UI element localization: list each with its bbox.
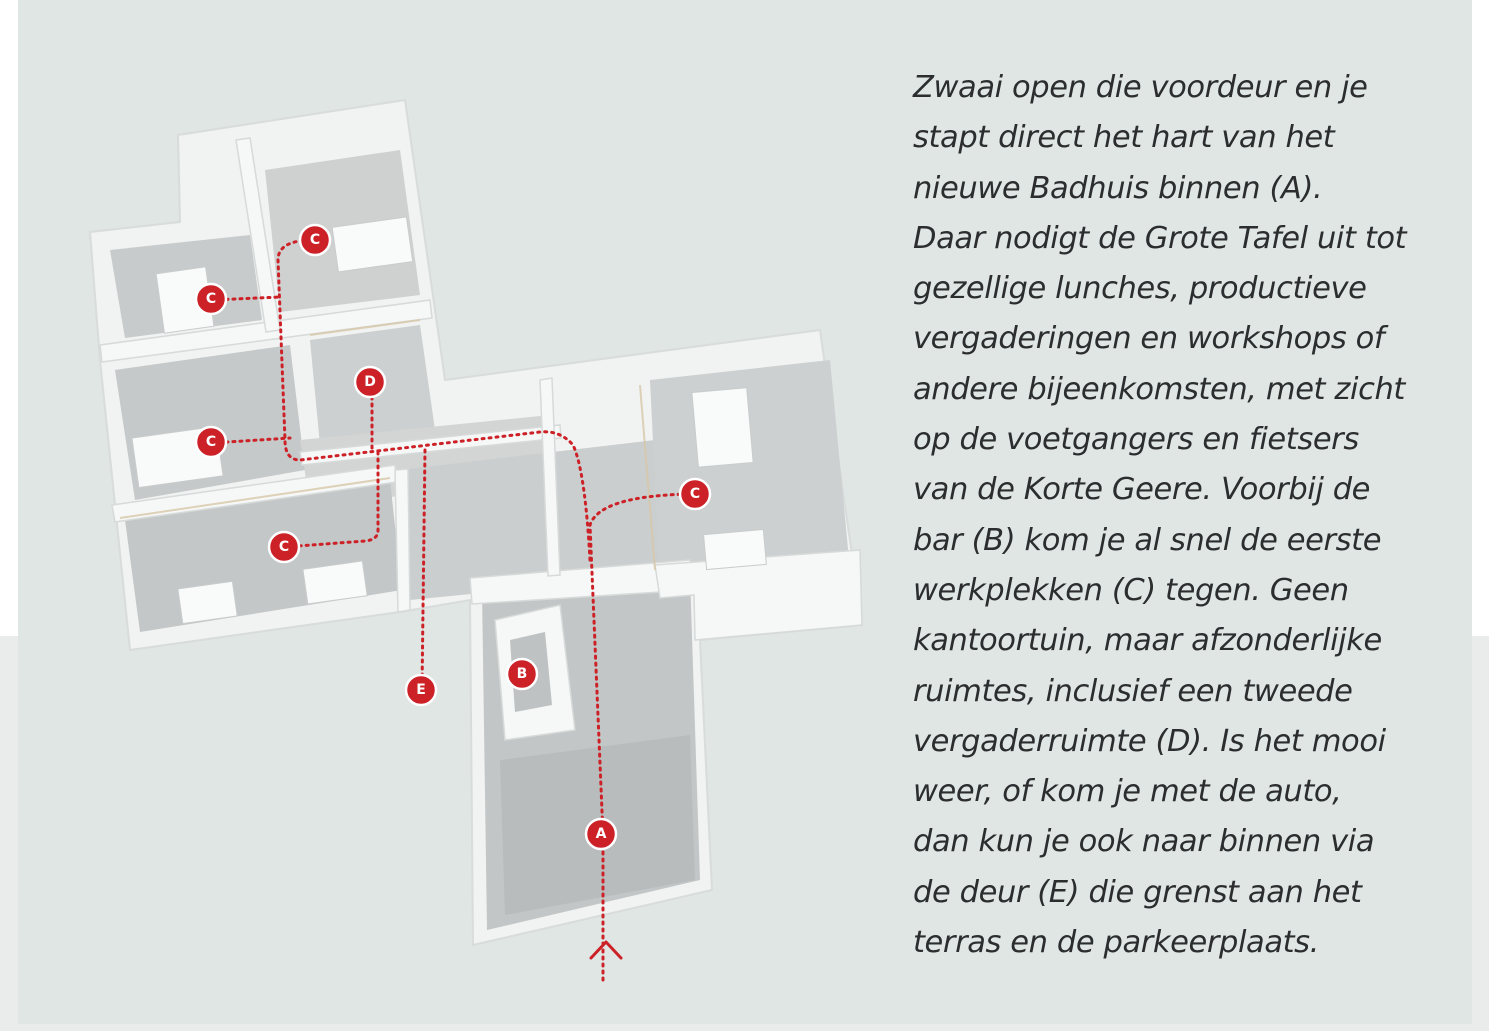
description-line: Daar nodigt de Grote Tafel uit tot <box>913 220 1407 256</box>
marker-c-bottom-label: C <box>278 539 290 555</box>
description-line: de deur (E) die grenst aan het <box>913 874 1362 910</box>
marker-c-right-label: C <box>689 486 701 502</box>
marker-c-left-top-label: C <box>205 291 217 307</box>
description-line: stapt direct het hart van het <box>913 120 1335 156</box>
marker-c-left-mid <box>196 427 226 457</box>
marker-d-label: D <box>364 374 376 390</box>
description-line: kantoortuin, maar afzonderlijke <box>913 623 1382 659</box>
description-line: nieuwe Badhuis binnen (A). <box>913 170 1323 206</box>
entrance-arrow <box>591 942 621 958</box>
marker-b <box>507 659 537 689</box>
marker-c-top <box>300 225 330 255</box>
marker-c-right <box>680 479 710 509</box>
desk-right-room <box>692 388 753 468</box>
marker-c-top-label: C <box>309 232 321 248</box>
description-line: Zwaai open die voordeur en je <box>913 70 1368 105</box>
desk-top-room <box>332 217 413 272</box>
desk-bottom-1 <box>178 581 237 623</box>
marker-c-bottom <box>269 532 299 562</box>
description-line: weer, of kom je met de auto, <box>913 774 1342 810</box>
description-line: andere bijeenkomsten, met zicht <box>913 371 1405 407</box>
marker-b-label: B <box>516 666 528 682</box>
description-line: vergaderruimte (D). Is het mooi <box>913 723 1386 759</box>
description-line: op de voetgangers en fietsers <box>913 422 1359 458</box>
marker-a <box>586 819 616 849</box>
desk-right-bottom <box>704 529 767 569</box>
wall-8 <box>395 469 410 612</box>
marker-a-label: A <box>595 826 607 842</box>
description-text <box>913 63 1453 968</box>
marker-c-left-mid-label: C <box>205 434 217 450</box>
marker-d <box>355 367 385 397</box>
marker-c-left-top <box>196 284 226 314</box>
description-line: ruimtes, inclusief een tweede <box>913 673 1353 709</box>
description-line: gezellige lunches, productieve <box>913 271 1367 307</box>
description-line: terras en de parkeerplaats. <box>913 925 1319 961</box>
marker-e <box>406 675 436 705</box>
description-line: dan kun je ook naar binnen via <box>913 824 1375 860</box>
marker-e-label: E <box>416 682 426 698</box>
description-line: vergaderingen en workshops of <box>913 321 1385 357</box>
description-line: bar (B) kom je al snel de eerste <box>913 522 1382 558</box>
description-line: werkplekken (C) tegen. Geen <box>913 572 1349 608</box>
description-line: van de Korte Geere. Voorbij de <box>913 472 1371 508</box>
